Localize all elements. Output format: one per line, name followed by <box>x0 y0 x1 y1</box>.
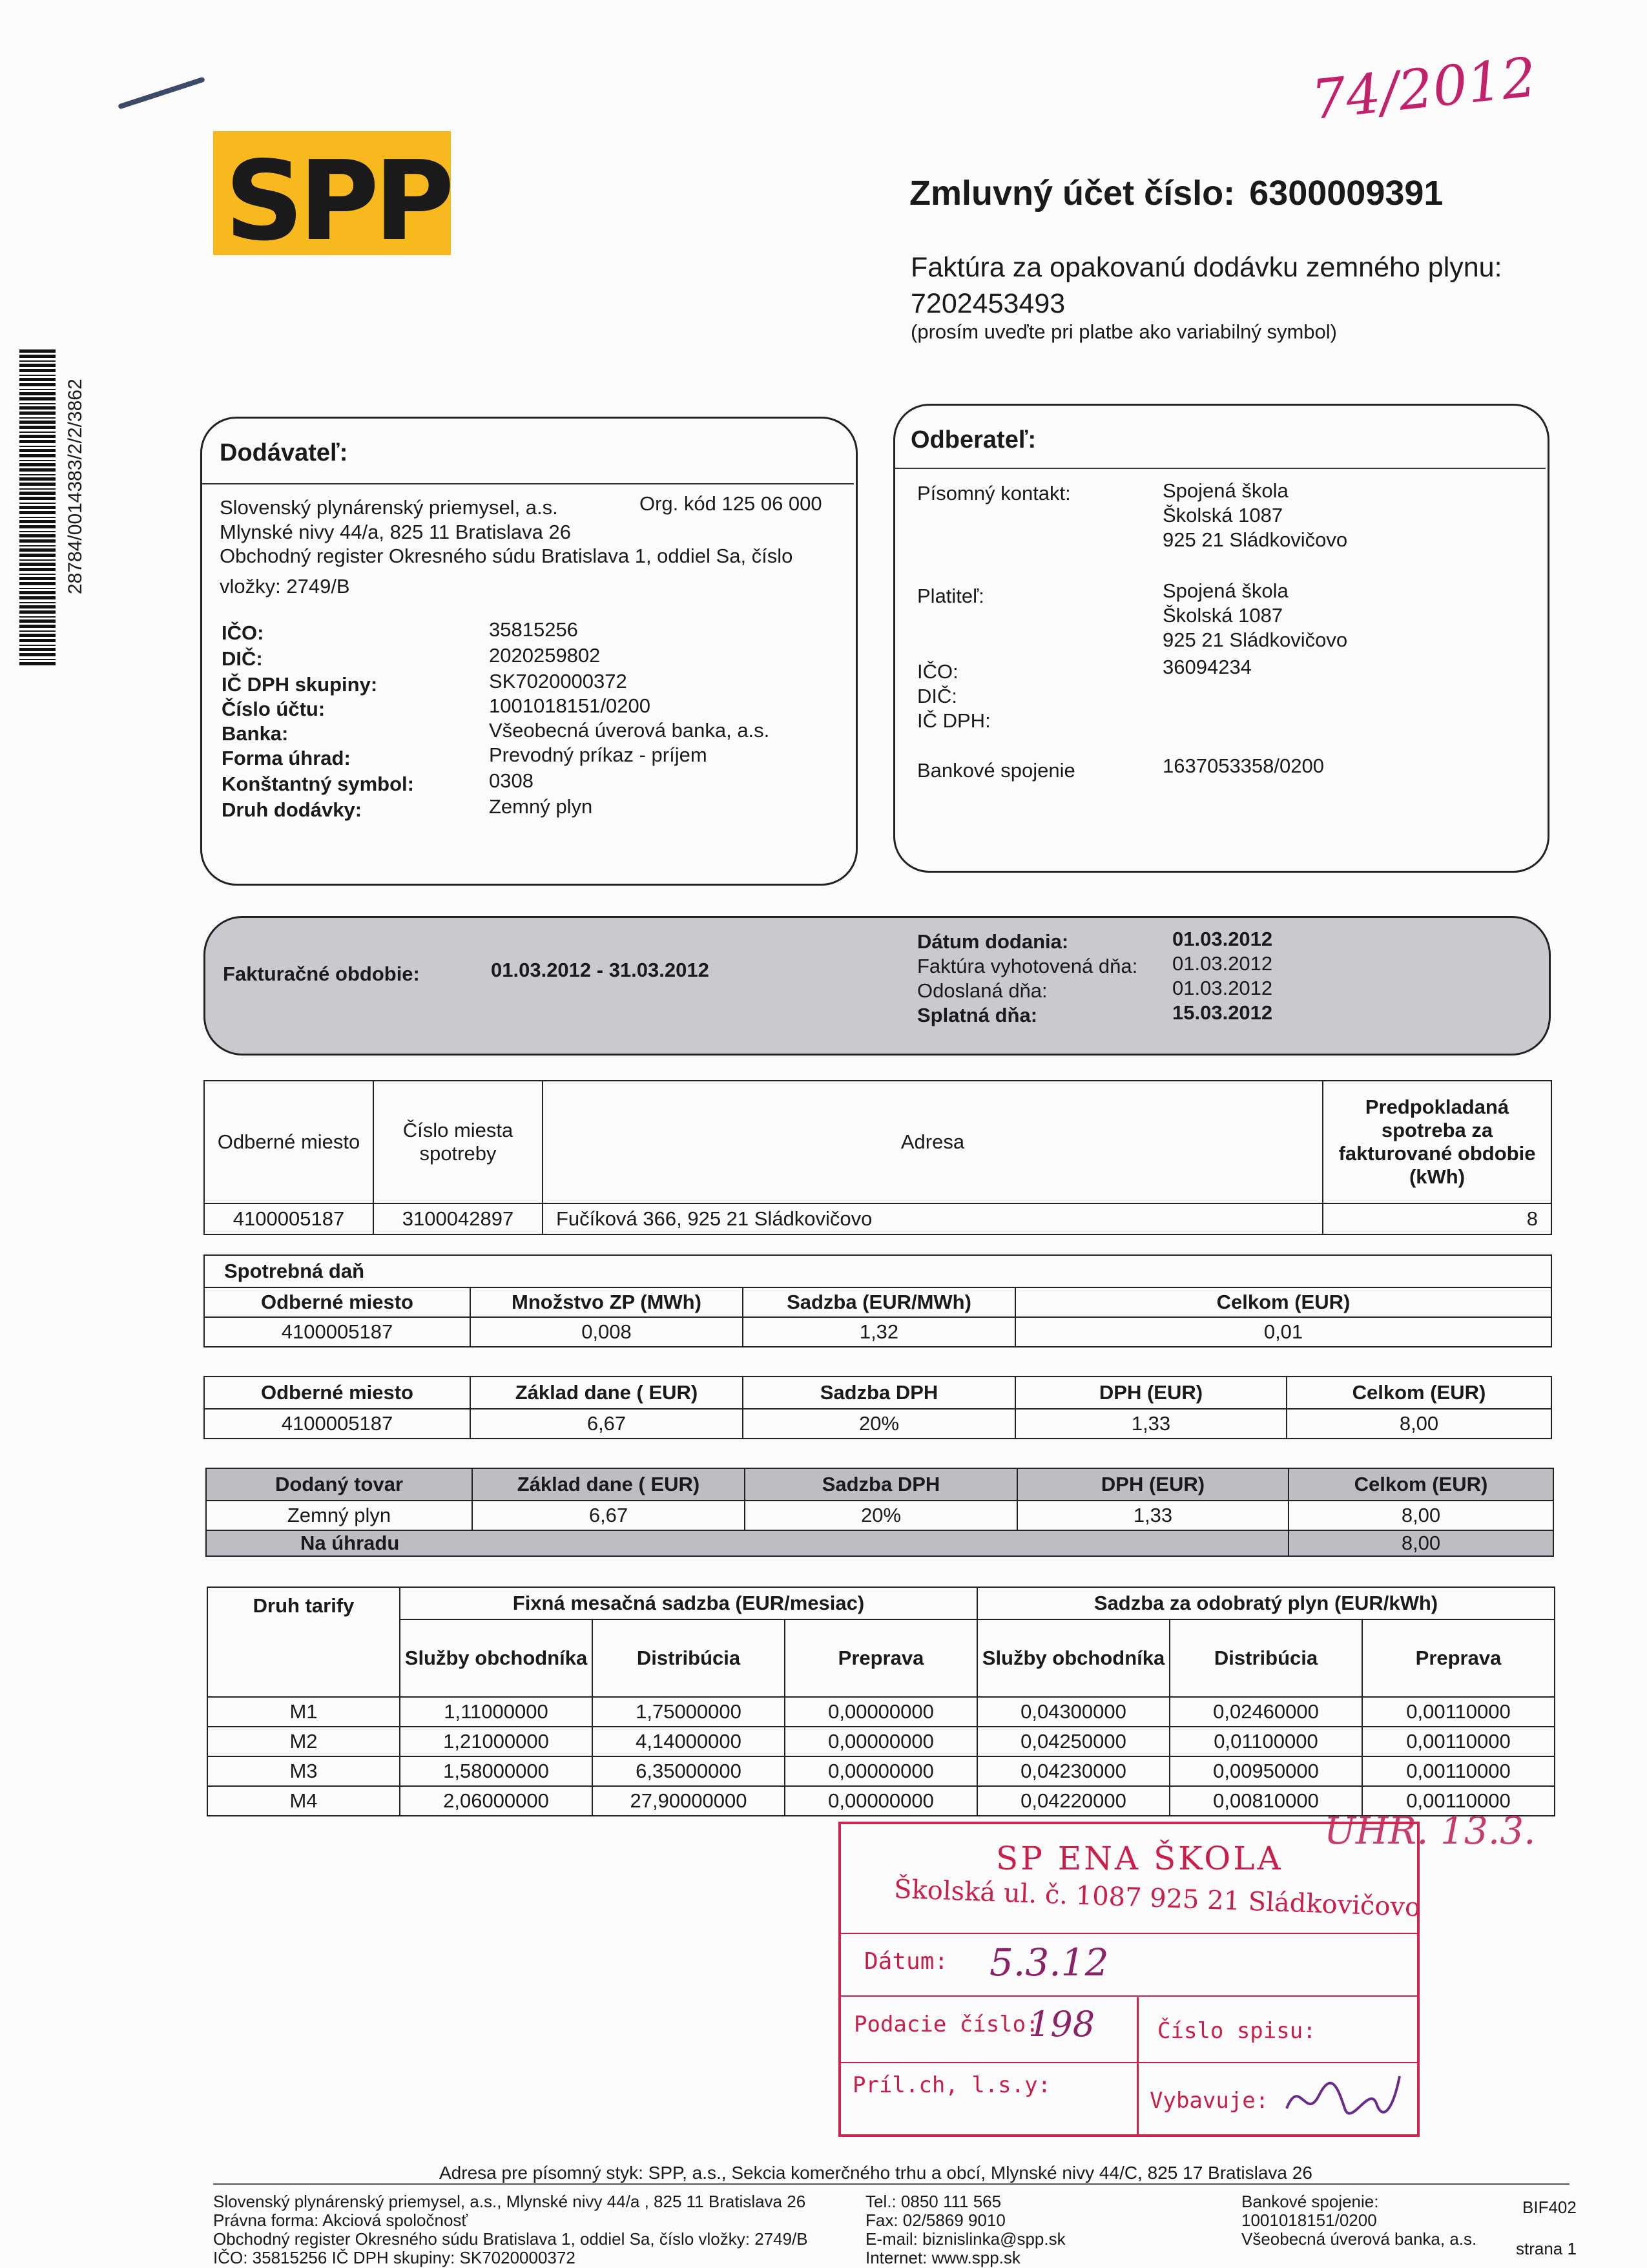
customer-heading: Odberateľ: <box>911 426 1037 453</box>
handwritten-reference: 74/2012 <box>1308 45 1540 132</box>
tariff-row <box>207 1756 1555 1786</box>
footer-code: BIF402 <box>1522 2198 1577 2217</box>
tariff-value: 0,00000000 <box>785 1756 977 1786</box>
footer-line: Obchodný register Okresného súdu Bratislava 1, oddiel Sa, číslo vložky: 2749/B <box>213 2229 808 2249</box>
bank-value: 1637053358/0200 <box>1163 754 1324 777</box>
stamp-handler-label: Vybavuje: <box>1150 2088 1269 2114</box>
goods-table <box>205 1468 1554 1557</box>
td-place: 4100005187 <box>204 1203 373 1234</box>
ico-label: IČO: <box>917 660 958 683</box>
goods-td-rate: 20% <box>745 1501 1017 1530</box>
amount-due-label: Na úhradu <box>206 1530 1289 1556</box>
tariff-th-distribution-rate: Distribúcia <box>1170 1619 1362 1697</box>
excise-td-amount: 0,008 <box>470 1317 743 1347</box>
icdph-label: IČ DPH: <box>917 709 991 732</box>
tariff-value: 0,00110000 <box>1362 1756 1555 1786</box>
tariff-value: 0,02460000 <box>1170 1697 1362 1727</box>
supplier-field-value: Všeobecná úverová banka, a.s. <box>489 719 770 742</box>
pen-mark <box>118 77 205 110</box>
tariff-value: 0,00000000 <box>785 1727 977 1756</box>
tariff-value: 2,06000000 <box>400 1786 592 1816</box>
stamp-datum-value: 5.3.12 <box>989 1940 1109 1984</box>
footer-line: Fax: 02/5869 9010 <box>865 2211 1006 2230</box>
contact-line-3: 925 21 Sládkovičovo <box>1163 528 1348 551</box>
supplier-field-value: 2020259802 <box>489 644 601 667</box>
tariff-value: 4,14000000 <box>592 1727 785 1756</box>
footer-line: Všeobecná úverová banka, a.s. <box>1241 2229 1477 2249</box>
barcode-number: 28784/0014383/2/2/3862 <box>65 379 86 594</box>
billing-period-box <box>203 916 1551 1056</box>
tax-th-total: Celkom (EUR) <box>1287 1377 1551 1409</box>
invoice-title: Faktúra za opakovanú dodávku zemného plynu: <box>911 252 1502 283</box>
goods-th-item: Dodaný tovar <box>206 1468 472 1501</box>
account-title <box>909 173 1443 213</box>
stamp-datum-label: Dátum: <box>864 1948 949 1975</box>
footer-line: Právna forma: Akciová spoločnosť <box>213 2211 468 2230</box>
tax-th-base: Základ dane ( EUR) <box>470 1377 743 1409</box>
supplier-register-2: vložky: 2749/B <box>220 575 350 598</box>
excise-title: Spotrebná daň <box>204 1255 1551 1287</box>
excise-td-rate: 1,32 <box>743 1317 1015 1347</box>
delivery-label: Dátum dodania: <box>917 930 1069 953</box>
tariff-type: M3 <box>207 1756 400 1786</box>
tariff-th-merchant-rate: Služby obchodníka <box>977 1619 1170 1697</box>
barcode <box>19 349 56 665</box>
stamp-file-label: Číslo spisu: <box>1157 2018 1316 2044</box>
footer-line: E-mail: biznislinka@spp.sk <box>865 2229 1066 2249</box>
goods-td-item: Zemný plyn <box>206 1501 472 1530</box>
tax-td-base: 6,67 <box>470 1409 743 1439</box>
due-label: Splatná dňa: <box>917 1004 1038 1026</box>
tariff-value: 0,04250000 <box>977 1727 1170 1756</box>
tariff-th-transport: Preprava <box>785 1619 977 1697</box>
supplier-register: Obchodný register Okresného súdu Bratislava 1, oddiel Sa, číslo <box>220 545 793 567</box>
goods-td-base: 6,67 <box>472 1501 745 1530</box>
footer-line: 1001018151/0200 <box>1241 2211 1377 2230</box>
tax-th-rate: Sadzba DPH <box>743 1377 1015 1409</box>
account-label: Zmluvný účet číslo: <box>909 174 1236 213</box>
supplier-field-label: IČO: <box>222 621 264 644</box>
tariff-th-fixed: Fixná mesačná sadzba (EUR/mesiac) <box>400 1587 977 1619</box>
td-consumption: 8 <box>1323 1203 1551 1234</box>
tax-th-vat: DPH (EUR) <box>1015 1377 1287 1409</box>
tariff-row <box>207 1697 1555 1727</box>
goods-th-rate: Sadzba DPH <box>745 1468 1017 1501</box>
tariff-value: 1,58000000 <box>400 1756 592 1786</box>
supplier-field-value: Prevodný príkaz - príjem <box>489 744 707 766</box>
excise-th-rate: Sadzba (EUR/MWh) <box>743 1287 1015 1317</box>
supplier-field-label: DIČ: <box>222 647 263 670</box>
supplier-field-value: SK7020000372 <box>489 670 627 692</box>
footer-line: Bankové spojenie: <box>1241 2192 1379 2211</box>
tariff-type: M2 <box>207 1727 400 1756</box>
tariff-type: M4 <box>207 1786 400 1816</box>
th-place: Odberné miesto <box>204 1081 373 1203</box>
tariff-value: 0,00950000 <box>1170 1756 1362 1786</box>
tariff-value: 1,11000000 <box>400 1697 592 1727</box>
footer-address: Adresa pre písomný styk: SPP, a.s., Sekcia komerčného trhu a obcí, Mlynské nivy 44/C, 825 17 Bratislava 26 <box>439 2163 1312 2183</box>
tariff-value: 0,00110000 <box>1362 1727 1555 1756</box>
tariff-value: 0,01100000 <box>1170 1727 1362 1756</box>
payer-line-3: 925 21 Sládkovičovo <box>1163 629 1348 651</box>
footer-line: Internet: www.spp.sk <box>865 2248 1020 2267</box>
tariff-value: 0,00000000 <box>785 1697 977 1727</box>
tariff-value: 0,00110000 <box>1362 1697 1555 1727</box>
supplier-field-value: Zemný plyn <box>489 795 593 818</box>
tax-table <box>203 1376 1552 1439</box>
payer-ico: 36094234 <box>1163 656 1252 678</box>
tariff-th-rate: Sadzba za odobratý plyn (EUR/kWh) <box>977 1587 1555 1619</box>
td-address: Fučíková 366, 925 21 Sládkovičovo <box>543 1203 1323 1234</box>
payer-label: Platiteľ: <box>917 585 984 607</box>
goods-th-total: Celkom (EUR) <box>1289 1468 1553 1501</box>
amount-due-value: 8,00 <box>1289 1530 1553 1556</box>
account-number: 6300009391 <box>1249 174 1444 213</box>
goods-th-base: Základ dane ( EUR) <box>472 1468 745 1501</box>
due-date: 15.03.2012 <box>1172 1001 1273 1024</box>
supplier-heading: Dodávateľ: <box>220 439 348 466</box>
excise-th-place: Odberné miesto <box>204 1287 470 1317</box>
bank-label: Bankové spojenie <box>917 759 1075 782</box>
supplier-org-code: Org. kód 125 06 000 <box>639 492 822 515</box>
footer-line: IČO: 35815256 IČ DPH skupiny: SK7020000372 <box>213 2248 575 2267</box>
tariff-value: 0,00000000 <box>785 1786 977 1816</box>
tariff-value: 0,04230000 <box>977 1756 1170 1786</box>
stamp-signature <box>1280 2063 1409 2128</box>
supplier-field-label: Konštantný symbol: <box>222 773 414 795</box>
excise-td-place: 4100005187 <box>204 1317 470 1347</box>
period-value: 01.03.2012 - 31.03.2012 <box>491 959 709 981</box>
issued-date: 01.03.2012 <box>1172 952 1273 975</box>
tariff-row <box>207 1727 1555 1756</box>
delivery-date: 01.03.2012 <box>1172 928 1273 950</box>
excise-th-amount: Množstvo ZP (MWh) <box>470 1287 743 1317</box>
contact-line-2: Školská 1087 <box>1163 504 1283 526</box>
dic-label: DIČ: <box>917 685 957 707</box>
sent-date: 01.03.2012 <box>1172 977 1273 999</box>
excise-th-total: Celkom (EUR) <box>1015 1287 1551 1317</box>
payer-line-1: Spojená škola <box>1163 579 1289 602</box>
tariff-value: 0,00110000 <box>1362 1786 1555 1816</box>
tariff-table <box>207 1587 1555 1816</box>
stamp-attachments-label: Príl.ch, l.s.y: <box>853 2072 1051 2098</box>
supplier-address: Mlynské nivy 44/a, 825 11 Bratislava 26 <box>220 521 571 543</box>
th-expected-consumption: Predpokladaná spotreba za fakturované obdobie (kWh) <box>1323 1081 1551 1203</box>
supplier-field-value: 1001018151/0200 <box>489 694 650 717</box>
supplier-field-label: Číslo účtu: <box>222 698 326 720</box>
tariff-th-merchant: Služby obchodníka <box>400 1619 592 1697</box>
issued-label: Faktúra vyhotovená dňa: <box>917 955 1138 977</box>
tax-td-total: 8,00 <box>1287 1409 1551 1439</box>
tariff-th-distribution: Distribúcia <box>592 1619 785 1697</box>
stamp-filing-number: 198 <box>1028 2004 1095 2044</box>
supplier-field-value: 35815256 <box>489 618 578 641</box>
th-address: Adresa <box>543 1081 1323 1203</box>
goods-th-vat: DPH (EUR) <box>1017 1468 1289 1501</box>
goods-td-vat: 1,33 <box>1017 1501 1289 1530</box>
supplier-field-label: Forma úhrad: <box>222 747 351 769</box>
invoice-number: 7202453493 <box>911 288 1066 319</box>
contact-label: Písomný kontakt: <box>917 482 1071 505</box>
tariff-value: 0,04300000 <box>977 1697 1170 1727</box>
supplier-field-label: Banka: <box>222 722 289 745</box>
tariff-value: 1,75000000 <box>592 1697 785 1727</box>
supplier-field-label: Druh dodávky: <box>222 798 362 821</box>
tax-td-vat: 1,33 <box>1015 1409 1287 1439</box>
supplier-field-label: IČ DPH skupiny: <box>222 673 378 696</box>
th-place-number: Číslo miesta spotreby <box>373 1081 543 1203</box>
tariff-value: 27,90000000 <box>592 1786 785 1816</box>
payer-line-2: Školská 1087 <box>1163 604 1283 627</box>
supplier-field-value: 0308 <box>489 769 533 792</box>
stamp-school: SP ENA ŠKOLA <box>996 1840 1283 1877</box>
registry-stamp <box>838 1822 1420 2137</box>
goods-td-total: 8,00 <box>1289 1501 1553 1530</box>
supplier-name: Slovenský plynárenský priemysel, a.s. <box>220 496 558 519</box>
handwritten-paid-note: UHR. 13.3. <box>1324 1809 1536 1853</box>
consumption-place-table <box>203 1080 1552 1235</box>
tariff-value: 6,35000000 <box>592 1756 785 1786</box>
stamp-address: Školská ul. č. 1087 925 21 Sládkovičovo <box>893 1874 1421 1923</box>
tax-td-rate: 20% <box>743 1409 1015 1439</box>
td-place-number: 3100042897 <box>373 1203 543 1234</box>
tariff-value: 0,00810000 <box>1170 1786 1362 1816</box>
tariff-th-transport-rate: Preprava <box>1362 1619 1555 1697</box>
tariff-type: M1 <box>207 1697 400 1727</box>
tariff-th-type: Druh tarify <box>207 1587 400 1697</box>
tariff-value: 1,21000000 <box>400 1727 592 1756</box>
tax-th-place: Odberné miesto <box>204 1377 470 1409</box>
sent-label: Odoslaná dňa: <box>917 979 1048 1002</box>
spp-logo: SPP <box>213 131 451 255</box>
period-label: Fakturačné obdobie: <box>223 962 420 985</box>
stamp-filing-label: Podacie číslo: <box>854 2012 1039 2037</box>
footer-line: Tel.: 0850 111 565 <box>865 2192 1002 2211</box>
tax-td-place: 4100005187 <box>204 1409 470 1439</box>
excise-table <box>203 1254 1552 1347</box>
excise-td-total: 0,01 <box>1015 1317 1551 1347</box>
footer-line: Slovenský plynárenský priemysel, a.s., Mlynské nivy 44/a , 825 11 Bratislava 26 <box>213 2192 806 2211</box>
tariff-value: 0,04220000 <box>977 1786 1170 1816</box>
invoice-note: (prosím uveďte pri platbe ako variabilný symbol) <box>911 320 1337 343</box>
footer-page: strana 1 <box>1516 2239 1577 2258</box>
contact-line-1: Spojená škola <box>1163 479 1289 502</box>
